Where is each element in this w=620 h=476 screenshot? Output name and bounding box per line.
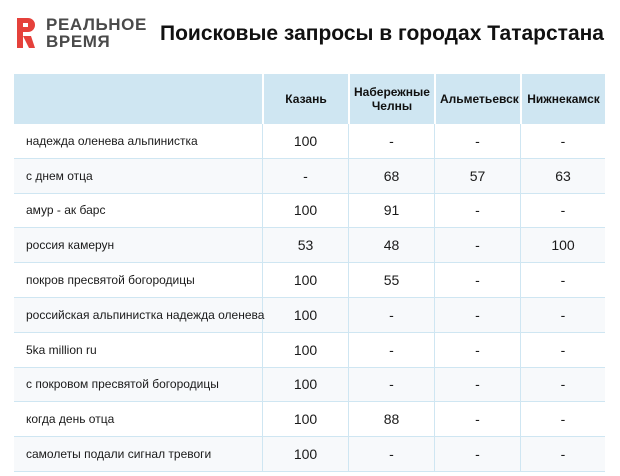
value-cell-kazan: 100 xyxy=(262,368,348,403)
value-cell-nizhnekamsk: - xyxy=(520,368,605,403)
value-cell-kazan: 100 xyxy=(262,402,348,437)
value-cell-kazan: 100 xyxy=(262,194,348,229)
value-cell-kazan: 100 xyxy=(262,263,348,298)
value-cell-nizhnekamsk: - xyxy=(520,333,605,368)
value-cell-almetyevsk: - xyxy=(434,402,520,437)
value-cell-kazan: 100 xyxy=(262,333,348,368)
value-cell-kazan: 100 xyxy=(262,124,348,159)
value-cell-kazan: 100 xyxy=(262,298,348,333)
header xyxy=(0,0,620,72)
column-header-nizhnekamsk: Нижнекамск xyxy=(520,74,605,124)
value-cell-kazan: - xyxy=(262,159,348,194)
column-header-query xyxy=(14,74,262,124)
column-header-kazan: Казань xyxy=(262,74,348,124)
table-row xyxy=(14,228,605,263)
value-cell-naberezhnye-chelny: - xyxy=(348,333,434,368)
table-row xyxy=(14,333,605,368)
value-cell-kazan: 100 xyxy=(262,437,348,472)
query-cell: россия камерун xyxy=(14,228,262,263)
value-cell-naberezhnye-chelny: 88 xyxy=(348,402,434,437)
value-cell-naberezhnye-chelny: - xyxy=(348,368,434,403)
value-cell-nizhnekamsk: - xyxy=(520,194,605,229)
column-header-almetyevsk: Альметьевск xyxy=(434,74,520,124)
brand-logo[interactable] xyxy=(14,15,164,55)
table-row xyxy=(14,298,605,333)
brand-name-line1: РЕАЛЬНОЕ xyxy=(46,15,147,34)
value-cell-naberezhnye-chelny: 91 xyxy=(348,194,434,229)
value-cell-almetyevsk: - xyxy=(434,437,520,472)
value-cell-nizhnekamsk: - xyxy=(520,402,605,437)
value-cell-naberezhnye-chelny: 68 xyxy=(348,159,434,194)
value-cell-nizhnekamsk: - xyxy=(520,124,605,159)
column-header-naberezhnye-chelny: Набережные Челны xyxy=(348,74,434,124)
table-body xyxy=(14,124,605,472)
value-cell-almetyevsk: 57 xyxy=(434,159,520,194)
value-cell-almetyevsk: - xyxy=(434,368,520,403)
table-row xyxy=(14,402,605,437)
query-cell: покров пресвятой богородицы xyxy=(14,263,262,298)
header-row xyxy=(14,74,605,124)
page-title: Поисковые запросы в городах Татарстана xyxy=(159,22,604,45)
query-cell: с днем отца xyxy=(14,159,262,194)
value-cell-naberezhnye-chelny: - xyxy=(348,437,434,472)
query-cell: с покровом пресвятой богородицы xyxy=(14,368,262,403)
value-cell-naberezhnye-chelny: 48 xyxy=(348,228,434,263)
value-cell-nizhnekamsk: - xyxy=(520,263,605,298)
table-row xyxy=(14,368,605,403)
brand-name-line2: ВРЕМЯ xyxy=(46,32,111,51)
query-cell: когда день отца xyxy=(14,402,262,437)
value-cell-kazan: 53 xyxy=(262,228,348,263)
table-row xyxy=(14,194,605,229)
value-cell-nizhnekamsk: - xyxy=(520,298,605,333)
query-cell: самолеты подали сигнал тревоги xyxy=(14,437,262,472)
value-cell-almetyevsk: - xyxy=(434,194,520,229)
table-row xyxy=(14,437,605,472)
table-row xyxy=(14,124,605,159)
value-cell-naberezhnye-chelny: - xyxy=(348,298,434,333)
table-row xyxy=(14,263,605,298)
value-cell-almetyevsk: - xyxy=(434,298,520,333)
value-cell-almetyevsk: - xyxy=(434,333,520,368)
table-header xyxy=(14,74,605,124)
query-cell: надежда оленева альпинистка xyxy=(14,124,262,159)
query-cell: 5ka million ru xyxy=(14,333,262,368)
r-logo-icon xyxy=(14,15,38,51)
value-cell-naberezhnye-chelny: 55 xyxy=(348,263,434,298)
value-cell-nizhnekamsk: - xyxy=(520,437,605,472)
value-cell-nizhnekamsk: 63 xyxy=(520,159,605,194)
query-cell: российская альпинистка надежда оленева xyxy=(14,298,262,333)
brand-wordmark xyxy=(46,16,147,50)
value-cell-nizhnekamsk: 100 xyxy=(520,228,605,263)
value-cell-almetyevsk: - xyxy=(434,263,520,298)
value-cell-naberezhnye-chelny: - xyxy=(348,124,434,159)
table-row xyxy=(14,159,605,194)
query-cell: амур - ак барс xyxy=(14,194,262,229)
value-cell-almetyevsk: - xyxy=(434,228,520,263)
search-queries-table xyxy=(14,74,605,472)
value-cell-almetyevsk: - xyxy=(434,124,520,159)
